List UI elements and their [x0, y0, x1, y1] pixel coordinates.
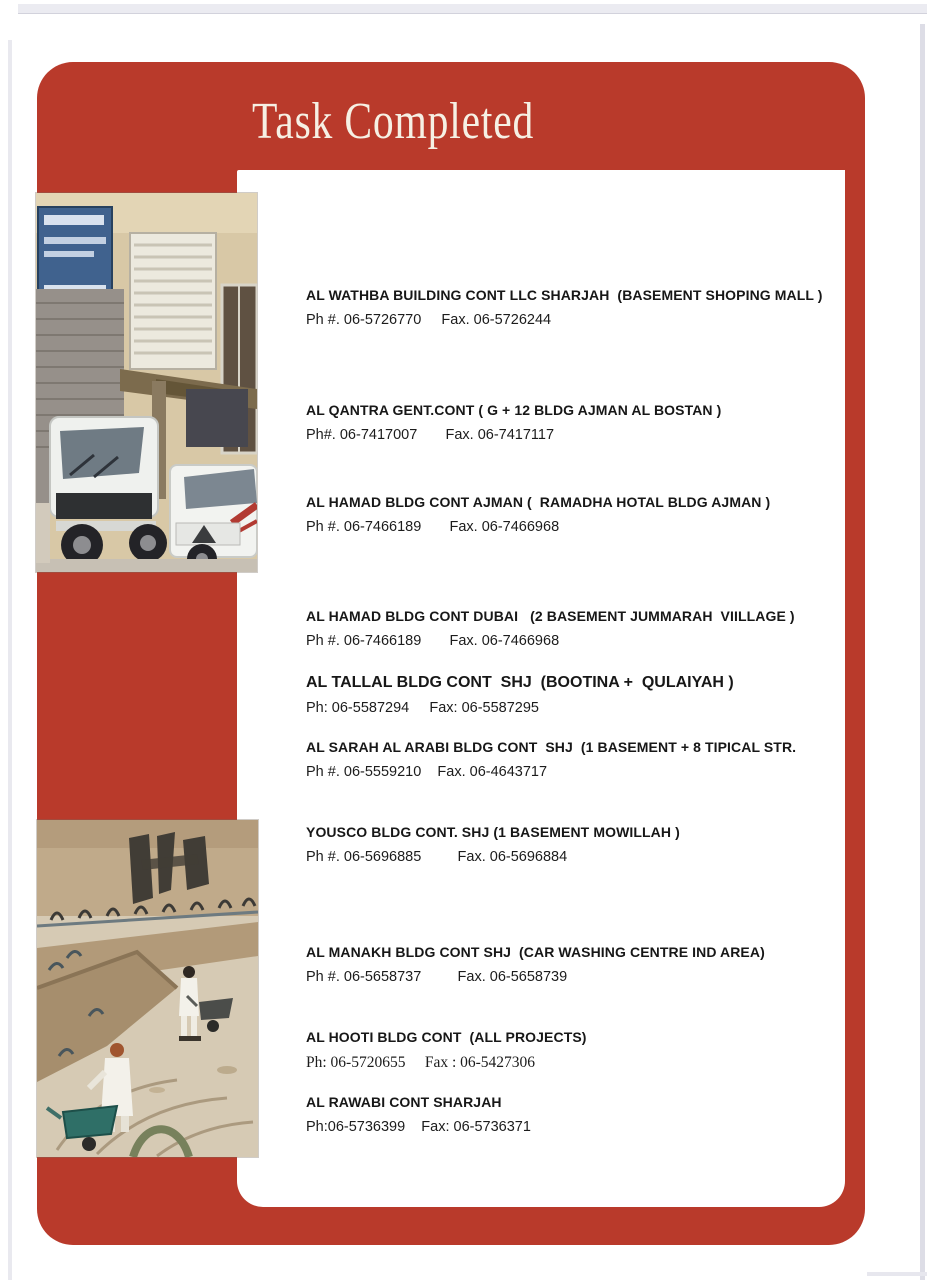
contractor-name: AL TALLAL BLDG CONT SHJ (BOOTINA + QULAIYAH )	[306, 674, 734, 691]
pickup-truck	[170, 465, 257, 572]
contractor-entry	[306, 735, 830, 785]
contractor-phone: Ph #. 06-5559210 Fax. 06-4643717	[306, 764, 548, 780]
contractor-name: AL HAMAD BLDG CONT AJMAN ( RAMADHA HOTAL BLDG AJMAN )	[306, 494, 771, 510]
construction-trucks-photo	[36, 193, 257, 572]
contractor-phone: Ph: 06-5587294 Fax: 06-5587295	[306, 700, 539, 716]
page-title: Task Completed	[252, 93, 535, 150]
contractor-phone: Ph #. 06-5696885 Fax. 06-5696884	[306, 849, 568, 865]
louvered-window	[130, 233, 216, 369]
contractor-name: AL QANTRA GENT.CONT ( G + 12 BLDG AJMAN AL BOSTAN )	[306, 402, 722, 418]
content-panel	[237, 170, 845, 1207]
scan-edge-bottom	[867, 1272, 927, 1276]
contractor-phone: Ph#. 06-7417007 Fax. 06-7417117	[306, 427, 555, 443]
contractor-phone: Ph: 06-5720655 Fax : 06-5427306	[306, 1054, 536, 1071]
scan-edge-top	[18, 4, 927, 14]
contractor-phone: Ph #. 06-5726770 Fax. 06-5726244	[306, 312, 552, 328]
contractor-entry	[306, 940, 830, 990]
scan-edge-left	[8, 40, 12, 1280]
contractor-name: AL RAWABI CONT SHARJAH	[306, 1094, 502, 1110]
contractor-phone: Ph #. 06-7466189 Fax. 06-7466968	[306, 519, 560, 535]
contractor-phone: Ph #. 06-7466189 Fax. 06-7466968	[306, 633, 560, 649]
contractor-name: AL SARAH AL ARABI BLDG CONT SHJ (1 BASEMENT + 8 TIPICAL STR.	[306, 739, 797, 755]
contractor-entry	[306, 820, 830, 870]
contractor-name: AL HOOTI BLDG CONT (ALL PROJECTS)	[306, 1029, 587, 1045]
contractor-entry	[306, 283, 830, 333]
contractor-entry	[306, 1090, 830, 1140]
contractor-name: AL MANAKH BLDG CONT SHJ (CAR WASHING CENTRE IND AREA)	[306, 944, 765, 960]
contractor-name: AL HAMAD BLDG CONT DUBAI (2 BASEMENT JUMMARAH VIILLAGE )	[306, 608, 795, 624]
contractor-entry	[306, 1025, 830, 1075]
contractor-phone: Ph #. 06-5658737 Fax. 06-5658739	[306, 969, 568, 985]
contractor-entry	[306, 604, 830, 654]
excavation-site-photo	[37, 820, 258, 1157]
contractor-name: YOUSCO BLDG CONT. SHJ (1 BASEMENT MOWILLAH )	[306, 824, 680, 840]
contractor-entry	[306, 490, 830, 540]
contractor-name: AL WATHBA BUILDING CONT LLC SHARJAH (BASEMENT SHOPING MALL )	[306, 287, 823, 303]
scan-edge-right	[920, 24, 925, 1280]
contractor-phone: Ph:06-5736399 Fax: 06-5736371	[306, 1119, 531, 1135]
contractor-entry	[306, 669, 830, 721]
contractor-entry	[306, 398, 830, 448]
